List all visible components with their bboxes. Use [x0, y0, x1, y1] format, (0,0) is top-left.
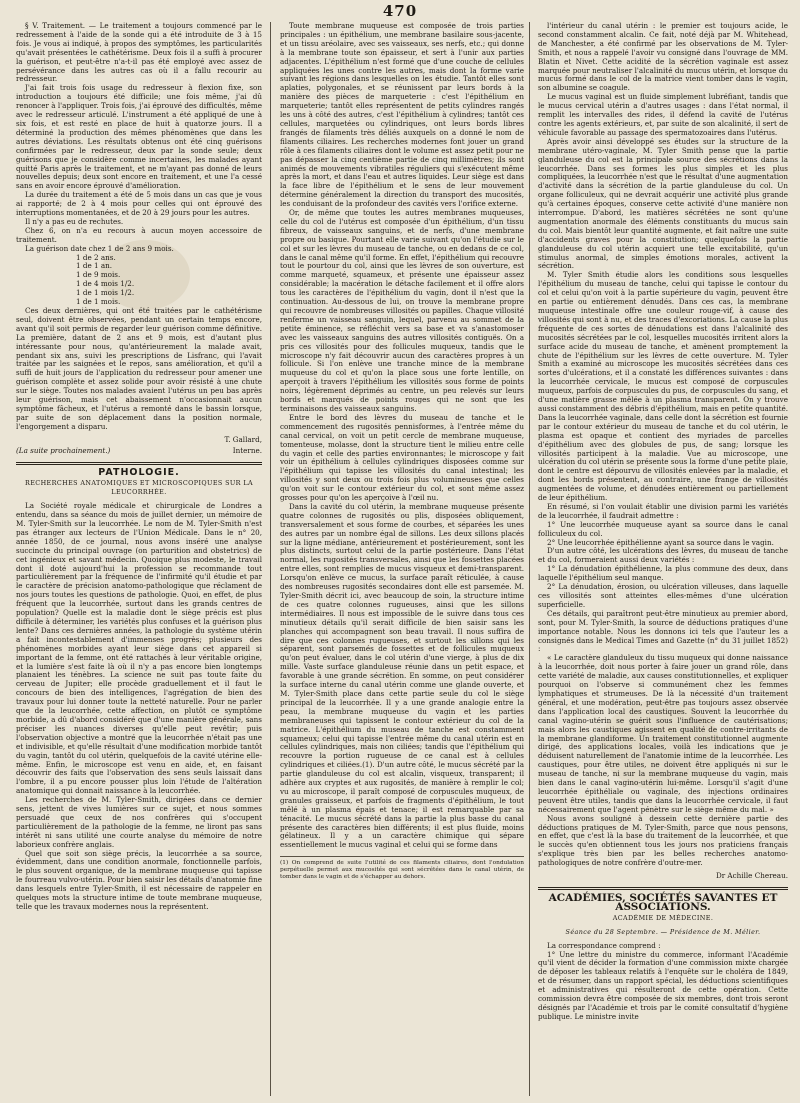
- duration-item: 1 de 4 mois 1/2.: [76, 279, 135, 289]
- paragraph: Il n'y a pas eu de rechutes.: [25, 216, 124, 226]
- paragraph: Ces deux dernières, qui ont été traitées par le cathétérisme seul, doivent être observées, pendant un certain temps encore, avant qu'il soit permis de regarder leur guérison comme définitive. La première, datant de 2 ans et 9 mois, est d'autant plus intéressante pour nous, qu'antérieurement la malade avait, pendant six ans, suivi les prescriptions de Lisfranc, qui l'avait traitée par les saignées et le repos, sans amélioration, et qu'il a suffi de huit jours de l'application du redresseur pour amener une guérison complète et assez solide pour avoir résisté à une chute sur le siège. Toutes nos malades avaient l'utérus un peu bas après leur guérison, mais cet abaissement n'occasionnait aucun symptôme fâcheux, et l'utérus a remonté dans le bassin lorsque, par suite de son déplacement dans la position normale, l'engorgement a disparu.: [16, 306, 262, 431]
- subsection-title: ACADÉMIE DE MÉDECINE.: [612, 913, 714, 922]
- paragraph: 1° Une leucorrhée muqueuse ayant sa source dans le canal folliculeux du col.: [538, 519, 788, 538]
- paragraph: § V. Traitement. — Le traitement a toujours commencé par le redressement à l'aide de la sonde qui a été introduite de 3 à 15 fois. Je vous ai indiqué, à propos des symptômes, les particularités qu'avait présentées le cathétérisme. Deux fois il a suffi à procurer la guérison, et peut-être n'a-t-il pas été employé avec assez de persévérance dans les autres cas où il a fallu recourir au redresseur.: [16, 22, 262, 84]
- page-number: 470: [382, 2, 418, 20]
- paragraph: Or, de même que toutes les autres membranes muqueuses, celle du col de l'utérus est composée d'un épithélium, d'un tissu fibreux, de vaisseaux sanguins, et de nerfs, d'une membrane propre ou basique. Pourtant elle varie suivant qu'on l'étudie sur le col et sur les lèvres du museau de tanche, ou en dedans de ce col, dans le canal même qu'il forme. En effet, l'épithélium qui recouvre tout le pourtour du col, ainsi que les lèvres de son ouverture, est comme marqueté, squameux, et présente une épaisseur assez considérable; la macération le détache facilement et il offre alors tous les caractères de l'épithélium du vagin, dont il n'est que la continuation. Au-dessous de lui, on trouve la membrane propre qui recouvre de nombreuses villosités ou papilles. Chaque villosité renferme un vaisseau sanguin, lequel, parvenu au sommet de la petite éminence, se réfléchit vers sa base et va s'anastomoser avec les vaisseaux sanguins des autres villosités contiguës. On a pris ces villosités pour des follicules muqueux, tandis que le microscope n'y fait découvrir aucun des caractères propres à un follicule. Si l'on enlève une tranche mince de la membrane muqueuse du col et qu'on la place sous une forte lentille, on aperçoit à travers l'épithélium les villosités sous forme de points noirs, légèrement déprimés au centre, un peu relevés sur leurs bords et marqués de points rouges qui ne sont que les terminaisons des vaisseaux sanguins.: [280, 208, 524, 413]
- paragraph: La durée du traitement a été de 5 mois dans un cas que je vous ai rapporté; de 2 à 4 mois pour celles qui ont éprouvé des interruptions momentanées, et de 20 à 29 jours pour les autres.: [16, 190, 262, 218]
- paragraph: Nous avons souligné à dessein cette dernière partie des déductions pratiques de M. Tyler-Smith, parce que nous pensons, en effet, que c'est là la base du traitement de la leucorrhée, et que le succès qu'en obtiennent tous les jours nos praticiens français s'explique très bien par les belles recherches anatomo-pathologiques de notre confrère d'outre-mer.: [538, 813, 788, 868]
- paragraph: Toute membrane muqueuse est composée de trois parties principales : un épithélium, une membrane basilaire sous-jacente, et un tissu aréolaire, avec ses vaisseaux, ses nerfs, etc.; qui donne à la membrane toute son épaisseur, et sert à l'unir aux parties adjacentes. L'épithélium n'est formé que d'une couche de cellules appliquées les unes contre les autres, mais dont la forme varie suivant les régions dans lesquelles on les étudie. Tantôt elles sont aplaties, polygonales, et se réunissent par leurs bords à la manière des pièces de marqueterie : c'est l'épithélium en marqueterie; tantôt elles représentent de petits cylindres rangés les uns à côté des autres, c'est l'épithélium à cylindres; tantôt ces cellules, marquetées ou cylindriques, ont leurs bords libres frangés de filaments très déliés auxquels on a donné le nom de filaments ciliaires. Les recherches modernes font jouer un grand rôle à ces filaments ciliaires dont le volume est assez petit pour ne pas dépasser la cinq centième partie de cinq millimètres; ils sont animés de mouvements vibratiles réguliers qui s'exécutent même après la mort, et dans l'eau et autres liquides. Leur siège est dans la face libre de l'épithélium et le sens de leur mouvement détermine généralement la direction du transport des mucosités, les conduisant de la profondeur des cavités vers l'orifice externe.: [280, 22, 524, 209]
- section-divider: [16, 462, 262, 465]
- column-divider: [529, 22, 530, 1096]
- paragraph: En résumé, si l'on voulait établir une division parmi les variétés de la leucorrhée, il faudrait admettre :: [538, 501, 788, 520]
- paragraph: Quel que soit son siège précis, la leucorrhée a sa source, évidemment, dans une condition anormale, fonctionnelle parfois, le plus souvent organique, de la membrane muqueuse qui tapisse le fourreau vulvo-utérin. Pour bien saisir les détails d'anatomie fine dans lesquels entre Tyler-Smith, il est nécessaire de rappeler en quelques mots la structure intime de toute membrane muqueuse, telle que les travaux modernes nous la représentent.: [16, 848, 262, 911]
- paragraph: Chez 6, on n'a eu recours à aucun moyen accessoire de traitement.: [16, 225, 262, 244]
- paragraph: Les recherches de M. Tyler-Smith, dirigées dans ce dernier sens, jettent de vives lumières sur ce sujet, et nous sommes persuadé que ceux de nos confrères qui s'occupent particulièrement de la pathologie de la femme, ne liront pas sans intérêt ni sans utilité une courte analyse du mémoire de notre laborieux confrère anglais.: [16, 795, 262, 849]
- paragraph: 2° La dénudation, érosion, ou ulcération villeuses, dans laquelle ces villosités sont atteintes elles-mêmes d'une ulcération superficielle.: [538, 582, 788, 609]
- duration-item: 1 de 2 ans.: [76, 252, 116, 262]
- duration-item: 1 de 1 mois.: [76, 297, 121, 307]
- paragraph: La correspondance comprend :: [547, 940, 661, 950]
- author-signature: T. Gallard,: [224, 434, 262, 444]
- continuation-note: (La suite prochainement.): [16, 445, 111, 455]
- section-title: PATHOLOGIE.: [98, 466, 180, 478]
- paragraph: D'un autre côté, les ulcérations des lèvres, du museau de tanche et du col, formeraient aussi deux variétés :: [538, 546, 788, 565]
- paragraph: Entre le bord des lèvres du museau de tanche et le commencement des rugosités pennisformes, à l'entrée même du canal cervical, on voit un petit cercle de membrane muqueuse, tomenteuse, molasse, dont la structure tient le milieu entre celle du vagin et celle des parties environnantes; le microscope y fait voir un épithélium à cellules cylindriques disposées comme sur l'épithélium qui tapisse les villosités du canal intestinal; les villosités y sont deux ou trois fois plus volumineuses que celles qu'on voit sur le contour extérieur du col, et sont même assez grosses pour qu'on les aperçoive à l'œil nu.: [280, 412, 524, 503]
- paragraph: Dans la cavité du col utérin, la membrane muqueuse présente quatre colonnes de rugosités ou plis, disposées obliquement, transversalement et sous forme de courbes, et séparées les unes des autres par un nombre égal de sillons. Les deux sillons placés sur la ligne médiane, antérieurement et postérieurement, sont les plus distincts, surtout celui de la partie postérieure. Dans l'état normal, les rugosités transversales, ainsi que les fossettes placées entre elles, sont remplies de mucus visqueux et demi-transparent. Lorsqu'on enlève ce mucus, la surface paraît réticulée, à cause des nombreuses rugosités secondaires dont elle est parsemée. M. Tyler-Smith décrit ici, avec beaucoup de soin, la structure intime de ces quatre colonnes rugueuses, ainsi que les sillons intermédiaires. Il nous est impossible de le suivre dans tous ces minutieux détails qu'il serait difficile de bien saisir sans les planches qui accompagnent son beau travail. Il nous suffira de dire que ces colonnes rugueuses, et surtout les sillons qui les séparent, sont parsemés de fossettes et de follicules muqueux qu'on peut évaluer, dans le col utérin d'une vierge, à plus de dix mille. Vaste surface glanduleuse réunie dans un petit espace, et favorable à une grande sécrétion. En somme, on peut considérer la surface interne du canal utérin comme une glande ouverte, et M. Tyler-Smith place dans cette partie seule du col le siège principal de la leucorrhée. Il y a une grande analogie entre la peau, la membrane muqueuse du vagin et les parties membraneuses qui tapissent le contour extérieur du col de la matrice. L'épithélium du museau de tanche est constamment squameux; celui qui tapisse l'entrée même du canal utérin est en cellules cylindriques, mais non ciliées; tandis que l'épithélium qui recouvre la portion rugueuse de ce canal est à cellules cylindriques et ciliées.(1). D'un autre côté, le mucus sécrété par la partie glanduleuse du col est alcalin, visqueux, transparent; il adhère aux cryptes et aux rugosités, de manière à remplir le col; vu au microscope, il paraît composé de corpuscules muqueux, de granules graisseux, et parfois de fragments d'épithélium, le tout mêlé à un plasma épais et tenace; il est remarquable par sa ténacité. Le mucus sécrété dans la partie la plus basse du canal présente des caractères bien différents; il est plus fluide, moins gélatineux. Il y a un caractère chimique qui sépare essentiellement le mucus vaginal et celui qui se forme dans: [280, 501, 524, 850]
- column-divider: [270, 22, 271, 1096]
- paragraph: La Société royale médicale et chirurgicale de Londres a entendu, dans sa séance du mois de juillet dernier, un mémoire de M. Tyler-Smith sur la leucorrhée. Le nom de M. Tyler-Smith n'est pas étranger aux lecteurs de l'Union Médicale. Dans le n° 20, année 1850, de ce journal, nous avons inséré une analyse succincte du principal ouvrage (on parturition and obstetrics) de cet ingénieux et savant médecin. Quoique plus modeste, le travail dont il doté aujourd'hui la profession se recommande tout particulièrement par la fréquence de l'infirmité qu'il étudie et par le caractère de précision anatomo-pathologique que réclament de nos jours toutes les questions de pathologie. Quoi, en effet, de plus fréquent que la leucorrhée, surtout dans les grands centres de population? Quelle est la maladie dont le siège précis est plus difficile à déterminer, les variétés plus confuses et la guérison plus lente? Dans ces dernières années, la pathologie du système utérin a fait incontestablement d'immenses progrès; plusieurs des phénomènes morbides ayant leur siège dans cet appareil si important de la femme, ont été rattachés à leur véritable origine, et la lumière s'est faite là où il n'y a pas encore bien longtemps planaient les ténèbres. La science ne suit pas toute faite du cerveau de Jupiter; elle procède graduellement et il faut le concours de bien des intelligences, l'agrégation de bien des travaux pour lui donner toute la netteté naturelle. Pour ne parler que de la leucorrhée, cette affection, on plutôt ce symptôme morbide, a dû d'abord considéré que d'une manière générale, sans préciser les nuances diverses qu'elle peut revêtir; puis l'observation objective a montré que la leucorrhée n'était pas une et indivisible, et qu'elle résultait d'une modification morbide tantôt du vagin, tantôt du col utérin, quelquefois de la cavité utérine elle-même. Enfin, le microscope est venu en aide, et, en faisant découvrir des faits que l'observation des sens seuls laissait dans l'ombre, il a pu encore pousser plus loin l'étude de l'altération anatomique qui donnait naissance à la leucorrhée.: [16, 501, 262, 796]
- paragraph: 2° Une leucorrhée épithélienne ayant sa source dans le vagin.: [547, 537, 774, 547]
- duration-item: 1 de 1 mois 1/2.: [76, 288, 135, 298]
- session-line: Séance du 28 Septembre. — Présidence de M. Mélier.: [565, 927, 761, 936]
- paragraph: Ces détails, qui paraîtront peut-être minutieux au premier abord, sont, pour M. Tyler-Smith, la source de déductions pratiques d'une importance notable. Nous les donnons ici tels que l'auteur les a consignés dans le Medical Times and Gazette (n° du 31 juillet 1852) :: [538, 608, 788, 654]
- paragraph: Après avoir ainsi développé ses études sur la structure de la membrane utéro-vaginale, M. Tyler Smith pense que la partie glanduleuse du col est la principale source des sécrétions dans la leucorrhée. Dans ses formes les plus simples et les plus compliquées, la leucorrhée n'est que le résultat d'une augmentation d'activité dans la sécrétion de la partie glanduleuse du col. Un organe folliculeux, qui ne devrait acquérir une activité plus grande qu'à certaines époques, conserve cette activité d'une manière non interrompue. D'abord, les matières sécrétées ne sont qu'une augmentation anormale des éléments constituants du mucus sain du col. Mais bientôt leur quantité augmente, et fait naître une suite d'accidents graves pour la constitution; quelquefois la partie glanduleuse du col utérin acquiert une telle excitabilité, qu'un stimulus anormal, de simples émotions morales, activent la sécrétion.: [538, 136, 788, 271]
- author-signature: Dr Achille Chereau.: [715, 871, 788, 881]
- footnote: (1) On comprend de suite l'utilité de ces filaments ciliaires, dont l'ondulation perpétuelle permet aux mucosités qui sont sécrétées dans le canal utérin, de tomber dans le vagin et de s'échapper au dehors.: [280, 856, 524, 881]
- duration-item: 1 de 1 an.: [76, 261, 113, 271]
- column-middle: [280, 22, 524, 1096]
- author-role: Interne.: [232, 445, 262, 455]
- duration-item: 1 de 9 mois.: [76, 270, 121, 280]
- paragraph: La guérison date chez 1 de 2 ans 9 mois.: [25, 243, 174, 253]
- paragraph: 1° Une lettre du ministre du commerce, informant l'Académie qu'il vient de décider la formation d'une commission mixte chargée de déposer les tableaux relatifs à l'enquête sur le choléra de 1849, et de résumer, dans un rapport spécial, les déductions scientifiques et administratives qui résulteront de cette opération. Cette commission devra être composée de six membres, dont trois seront désignés par l'Académie et trois par le comité consultatif d'hygiène publique. Le ministre invite: [538, 949, 788, 1021]
- column-right: [538, 22, 788, 1096]
- paragraph: 1° La dénudation épithélienne, la plus commune des deux, dans laquelle l'épithélium seul manque.: [538, 564, 788, 583]
- article-title: RECHERCHES ANATOMIQUES ET MICROSCOPIQUES SUR LA LEUCORRHÉE.: [25, 479, 253, 497]
- paragraph: Le mucus vaginal est un fluide simplement lubréfiant, tandis que le mucus cervical utérin a d'autres usages : dans l'état normal, il remplit les intervalles des rides, il défend la cavité de l'utérus contre les agents extérieurs, et, par suite de son alcalinité, il sert de véhicule favorable au passage des spermatozoaires dans l'utérus.: [538, 92, 788, 137]
- paragraph: « Le caractère glanduleux du tissu muqueux qui donne naissance à la leucorrhée, doit nous porter à faire jouer un grand rôle, dans cette variété de maladie, aux causes constitutionnelles, et expliquer pourquoi on l'observe si communément chez les femmes lymphatiques et strumeuses. De là la nécessité d'un traitement général, et une modération, peut-être pas toujours assez observée dans l'application local des caustiques. Souvent la leucorrhée du canal vagino-utérin se guérit sous l'influence de cautérisations; mais alors les caustiques agissent en qualité de contre-irritants de la membrane glandiforme. Un traitement constitutionnel augmente dirigé, des applications locales, voilà les indications que je déduisent naturellement de l'anatomie intime de la leucorrhée. Les caustiques, pour être utiles, ne doivent être appliqués ni sur le museau de tanche, ni sur la membrane muqueuse du vagin, mais bien dans le canal vagino-utérin lui-même. Lorsqu'il s'agit d'une leucorrhée épithéliale ou vaginale, des injections ordinaires peuvent être utiles, tandis que dans la leucorrhée cervicale, il faut nécessairement que l'agent pénètre sur le siège même du mal. »: [538, 653, 788, 814]
- paragraph: l'intérieur du canal utérin : le premier est toujours acide, le second constamment alcalin. Ce fait, noté déjà par M. Whitehead, de Manchester, a été confirmé par les observations de M. Tyler-Smith, et nous a rappelé l'avoir vu consigné dans l'ouvrage de MM. Blatin et Nivet. Cette acidité de la sécrétion vaginale est assez marquée pour neutraliser l'alcalinité du mucus utérin, et lorsque du mucus formé dans le col de la matrice vient tomber dans le vagin, son albumine se coagule.: [538, 22, 788, 93]
- paragraph: J'ai fait trois fois usage du redresseur à flexion fixe, son introduction a toujours été difficile; une fois même, j'ai dû renoncer à l'appliquer. Trois fois, j'ai éprouvé des difficultés, même avec le redresseur articulé. L'instrument a été appliqué de une à six fois, et est resté en place de huit à quatorze jours. Il a déterminé la production des mêmes phénomènes que dans les autres déviations. Les résultats obtenus ont été cinq guérisons confirmées par le redresseur, deux par la sonde seule; deux guérisons que je considère comme incertaines, les malades ayant quitté Paris après le traitement, et ne m'ayant pas donné de leurs nouvelles depuis; deux sont encore en traitement, et une l'a cessé sans en avoir encore éprouvé d'amélioration.: [16, 83, 262, 191]
- section-title: ACADÉMIES, SOCIÉTÉS SAVANTES ET ASSOCIATIONS.: [548, 892, 778, 913]
- column-left: [16, 22, 262, 1096]
- section-divider: [538, 887, 788, 890]
- paragraph: M. Tyler Smith étudie alors les conditions sous lesquelles l'épithélium du museau de tanche, celui qui tapisse le contour du col et celui qu'on voit à la partie supérieure du vagin, peuvent être en partie ou entièrement dénudés. Dans ces cas, la membrane muqueuse intestinale offre une couleur rouge-vif, à cause des villosités qui sont à nu, et des traces d'excoriations. La cause la plus fréquente de ces sortes de dénudations est dans l'alcalinité des mucosités sécrétées par le col, lesquelles mucosités irritent alors la surface acide du museau de tanche, et amènent promptement la chute de l'épithélium sur les lèvres de cette ouverture. M. Tyler Smith a examiné au microscope les mucosités sécrétées dans ces sortes d'ulcérations, et il a constaté les différences suivantes : dans la leucorrhée cervicale, le mucus est composé de corpuscules muqueux, parfois de corpuscules du pus, de corpuscules du sang, et d'une matière grasse mêlée à un plasma transparent. On y trouve aussi constamment des débris d'épithélium, mais en petite quantité. Dans la leucorrhée vaginale, dans celle dont la sécrétion est fournie par le contour extérieur du museau de tanche et du col utérin, le plasma est opaque et contient des myriades de parcelles d'épithélium avec des globules de pus, de sang; lorsque les villosités participent à la maladie. Vue au microscope, une ulcération du col utérin se présente sous la forme d'une petite plaie, dont le centre est dépourvu de villosités enlevées par la maladie, et dont les bords présentent, au contraire, une frange de villosités augmentées de volume, et dénudées entièrement ou partiellement de leur épithélium.: [538, 270, 788, 503]
